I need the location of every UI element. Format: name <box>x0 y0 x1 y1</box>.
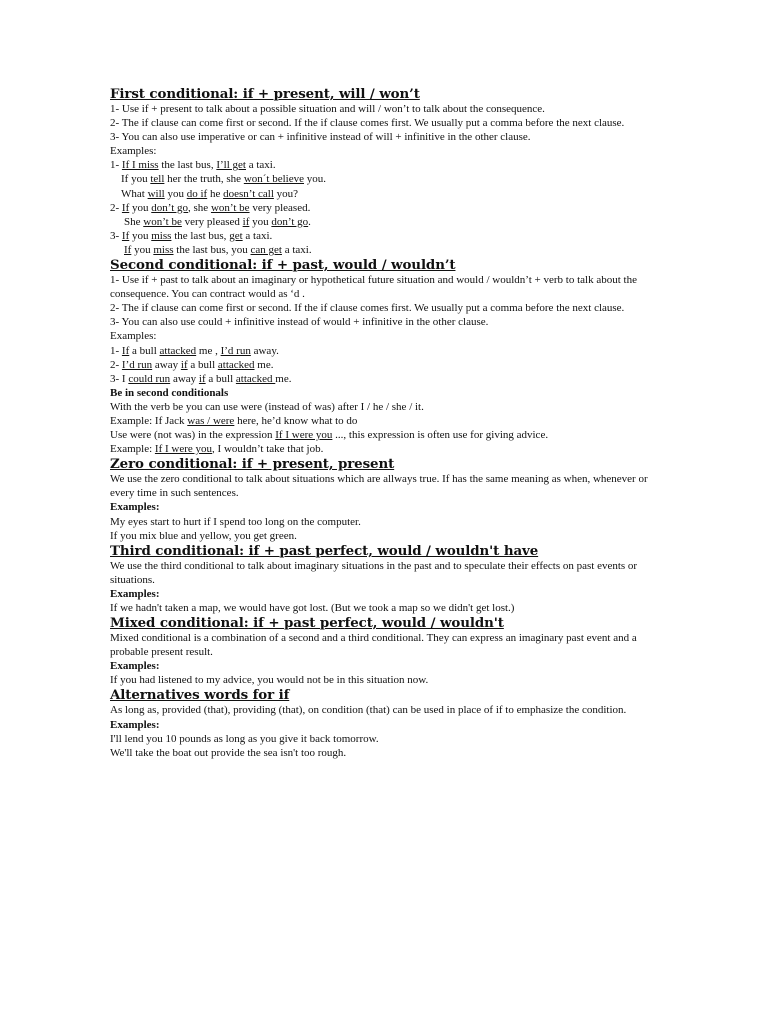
mixed-conditional-rule: Mixed conditional is a combination of a second and a third conditional. They can express an imaginary past event and a probable present result. <box>110 632 637 659</box>
zero-conditional-heading: Zero conditional: if + present, present <box>110 456 395 473</box>
zero-conditional-examples-label: Examples: <box>110 501 160 514</box>
second-conditional-heading: Second conditional: if + past, would / wouldn’t <box>110 257 456 274</box>
second-example-3: 3- I could run away if a bull attacked me. <box>110 372 292 385</box>
mixed-conditional-heading: Mixed conditional: if + past perfect, would / wouldn't <box>110 615 504 632</box>
third-conditional-examples-label: Examples: <box>110 587 160 600</box>
first-conditional-rule-2: 2- The if clause can come first or second. If the if clause comes first. We usually put a comma before the next clause. <box>110 117 625 130</box>
first-example-3a: 3- If you miss the last bus, get a taxi. <box>110 229 273 242</box>
third-example-1: If we hadn't taken a map, we would have got lost. (But we took a map so we didn't get lost.) <box>110 602 515 614</box>
third-conditional-rule: We use the third conditional to talk about imaginary situations in the past and to speculate their effects on past events or situations. <box>110 559 638 586</box>
alternatives-rule: As long as, provided (that), providing (that), on condition (that) can be used in place of if to emphasize the condition. <box>110 704 627 717</box>
be-advice-note: Use were (not was) in the expression If I were you ..., this expression is often use for giving advice. <box>110 429 549 442</box>
second-conditional-rule-1: 1- Use if + past to talk about an imaginary or hypothetical future situation and would / wouldn’t + verb to talk about the consequence. You can contract would as ‘d . <box>110 274 637 301</box>
zero-example-1: My eyes start to hurt if I spend too long on the computer. <box>110 515 361 528</box>
first-example-1a: 1- If I miss the last bus, I’ll get a taxi. <box>110 159 276 172</box>
alternatives-heading: Alternatives words for if <box>110 687 290 704</box>
be-example-2: Example: If I were you, I wouldn’t take that job. <box>110 443 324 456</box>
be-rule: With the verb be you can use were (instead of was) after I / he / she / it. <box>110 400 424 413</box>
be-in-second-conditionals-heading: Be in second conditionals <box>110 386 229 399</box>
first-conditional-rule-3: 3- You can also use imperative or can + infinitive instead of will + infinitive in the other clause. <box>110 131 531 144</box>
first-example-3b: If you miss the last bus, you can get a taxi. <box>124 243 312 256</box>
third-conditional-heading: Third conditional: if + past perfect, would / wouldn't have <box>110 542 539 559</box>
first-example-2a: 2- If you don’t go, she won’t be very pleased. <box>110 201 311 214</box>
second-conditional-rule-3: 3- You can also use could + infinitive instead of would + infinitive in the other clause. <box>110 316 489 329</box>
zero-conditional-rule: We use the zero conditional to talk about situations which are allways true. If has the same meaning as when, whenever or every time in such sentences. <box>110 473 648 500</box>
document-content <box>110 86 658 760</box>
alternatives-examples-label: Examples: <box>110 718 160 731</box>
first-conditional-heading: First conditional: if + present, will / won’t <box>110 86 420 102</box>
second-example-2: 2- I’d run away if a bull attacked me. <box>110 358 274 371</box>
first-example-2b: She won’t be very pleased if you don’t go. <box>124 215 311 228</box>
first-conditional-examples-label: Examples: <box>110 145 157 158</box>
mixed-conditional-examples-label: Examples: <box>110 660 160 673</box>
first-example-1c: What will you do if he doesn’t call you? <box>121 187 299 200</box>
first-conditional-rule-1: 1- Use if + present to talk about a possible situation and will / won’t to talk about the consequence. <box>110 103 545 115</box>
second-conditional-rule-2: 2- The if clause can come first or second. If the if clause comes first. We usually put a comma before the next clause. <box>110 302 625 315</box>
mixed-example-1: If you had listened to my advice, you would not be in this situation now. <box>110 674 429 687</box>
alternatives-example-2: We'll take the boat out provide the sea isn't too rough. <box>110 746 347 759</box>
second-conditional-examples-label: Examples: <box>110 330 157 343</box>
first-example-1b: If you tell her the truth, she won´t believe you. <box>121 173 327 186</box>
zero-example-2: If you mix blue and yellow, you get green. <box>110 529 297 542</box>
alternatives-example-1: I'll lend you 10 pounds as long as you give it back tomorrow. <box>110 732 379 745</box>
be-example-1: Example: If Jack was / were here, he’d know what to do <box>110 414 358 427</box>
second-example-1: 1- If a bull attacked me , I’d run away. <box>110 344 279 357</box>
